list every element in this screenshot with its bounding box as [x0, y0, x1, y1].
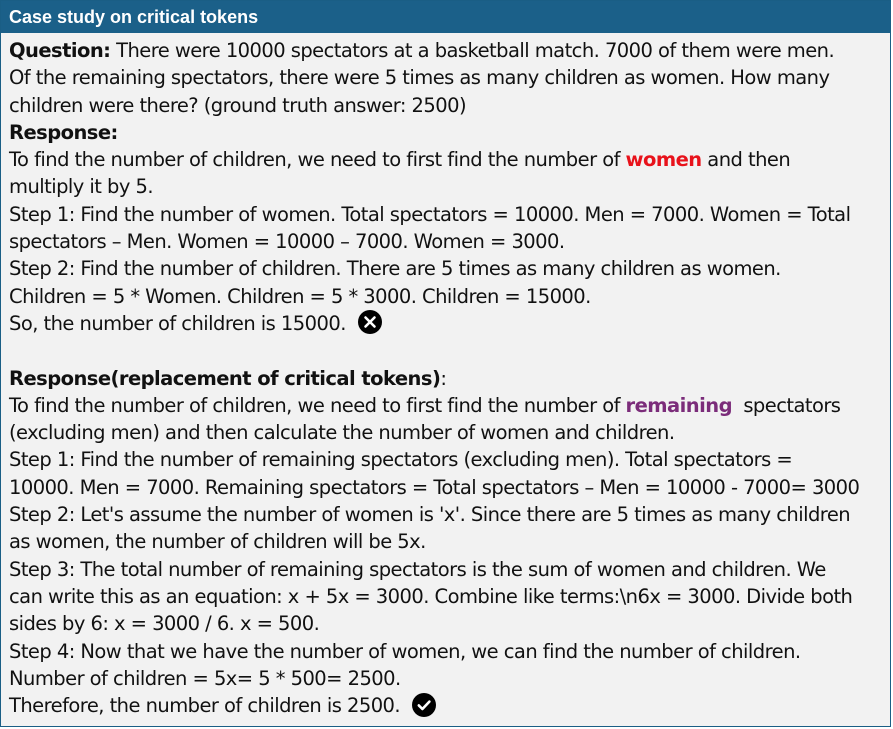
replaced-line-6: as women, the number of children will be 5x. [9, 530, 426, 554]
response-text-pre: To find the number of children, we need to first find the number of [9, 148, 626, 172]
response-text-post: and then [701, 148, 791, 172]
replaced-response-label: Response(replacement of critical tokens) [9, 366, 441, 390]
replaced-label-suffix: : [440, 366, 447, 390]
replaced-line-2: (excluding men) and then calculate the number of women and children. [9, 421, 675, 445]
replaced-final-text: Therefore, the number of children is 2500. [9, 694, 401, 718]
spacer [9, 337, 890, 364]
response-final-text: So, the number of children is 15000. [9, 311, 346, 335]
replacement-token: remaining [625, 393, 733, 417]
replaced-text-post: spectators [732, 393, 841, 417]
response-line-2: multiply it by 5. [9, 175, 154, 199]
replaced-final-line [9, 692, 890, 719]
critical-token: women [625, 148, 702, 172]
replaced-line-1 [9, 392, 890, 419]
response-line-4: spectators – Men. Women = 10000 – 7000. Women = 3000. [9, 230, 565, 254]
response-label: Response: [9, 120, 118, 144]
question-line-3: children were there? (ground truth answer: 2500) [9, 93, 467, 117]
x-circle-icon [358, 310, 382, 334]
card-content [1, 33, 890, 719]
replaced-text-pre: To find the number of children, we need to first find the number of [9, 393, 626, 417]
replaced-line-10: Step 4: Now that we have the number of women, we can find the number of children. [9, 639, 801, 663]
replaced-line-11: Number of children = 5x= 5 * 500= 2500. [9, 666, 401, 690]
response-line-1 [9, 146, 890, 173]
replaced-line-7: Step 3: The total number of remaining spectators is the sum of women and children. We [9, 557, 826, 581]
question-line-1 [9, 37, 890, 64]
replaced-line-8: can write this as an equation: x + 5x = 3000. Combine like terms:\n6x = 3000. Divide both [9, 584, 853, 608]
response-final-line [9, 310, 890, 337]
response-line-5: Step 2: Find the number of children. There are 5 times as many children as women. [9, 257, 781, 281]
question-line-2: Of the remaining spectators, there were 5 times as many children as women. How many [9, 66, 830, 90]
check-circle-icon [412, 693, 436, 717]
response-line-6: Children = 5 * Women. Children = 5 * 3000. Children = 15000. [9, 284, 591, 308]
replaced-line-9: sides by 6: x = 3000 / 6. x = 500. [9, 612, 320, 636]
replaced-line-5: Step 2: Let's assume the number of women is 'x'. Since there are 5 times as many children [9, 503, 851, 527]
question-text-1: There were 10000 spectators at a basketball match. 7000 of them were men. [110, 39, 835, 62]
replaced-label-line [9, 365, 890, 392]
replaced-line-4: 10000. Men = 7000. Remaining spectators = Total spectators – Men = 10000 - 7000= 3000 [9, 475, 860, 499]
response-line-3: Step 1: Find the number of women. Total spectators = 10000. Men = 7000. Women = Total [9, 202, 851, 226]
question-label: Question: [9, 39, 111, 62]
card-title: Case study on critical tokens [1, 1, 890, 33]
replaced-line-3: Step 1: Find the number of remaining spectators (excluding men). Total spectators = [9, 448, 793, 472]
